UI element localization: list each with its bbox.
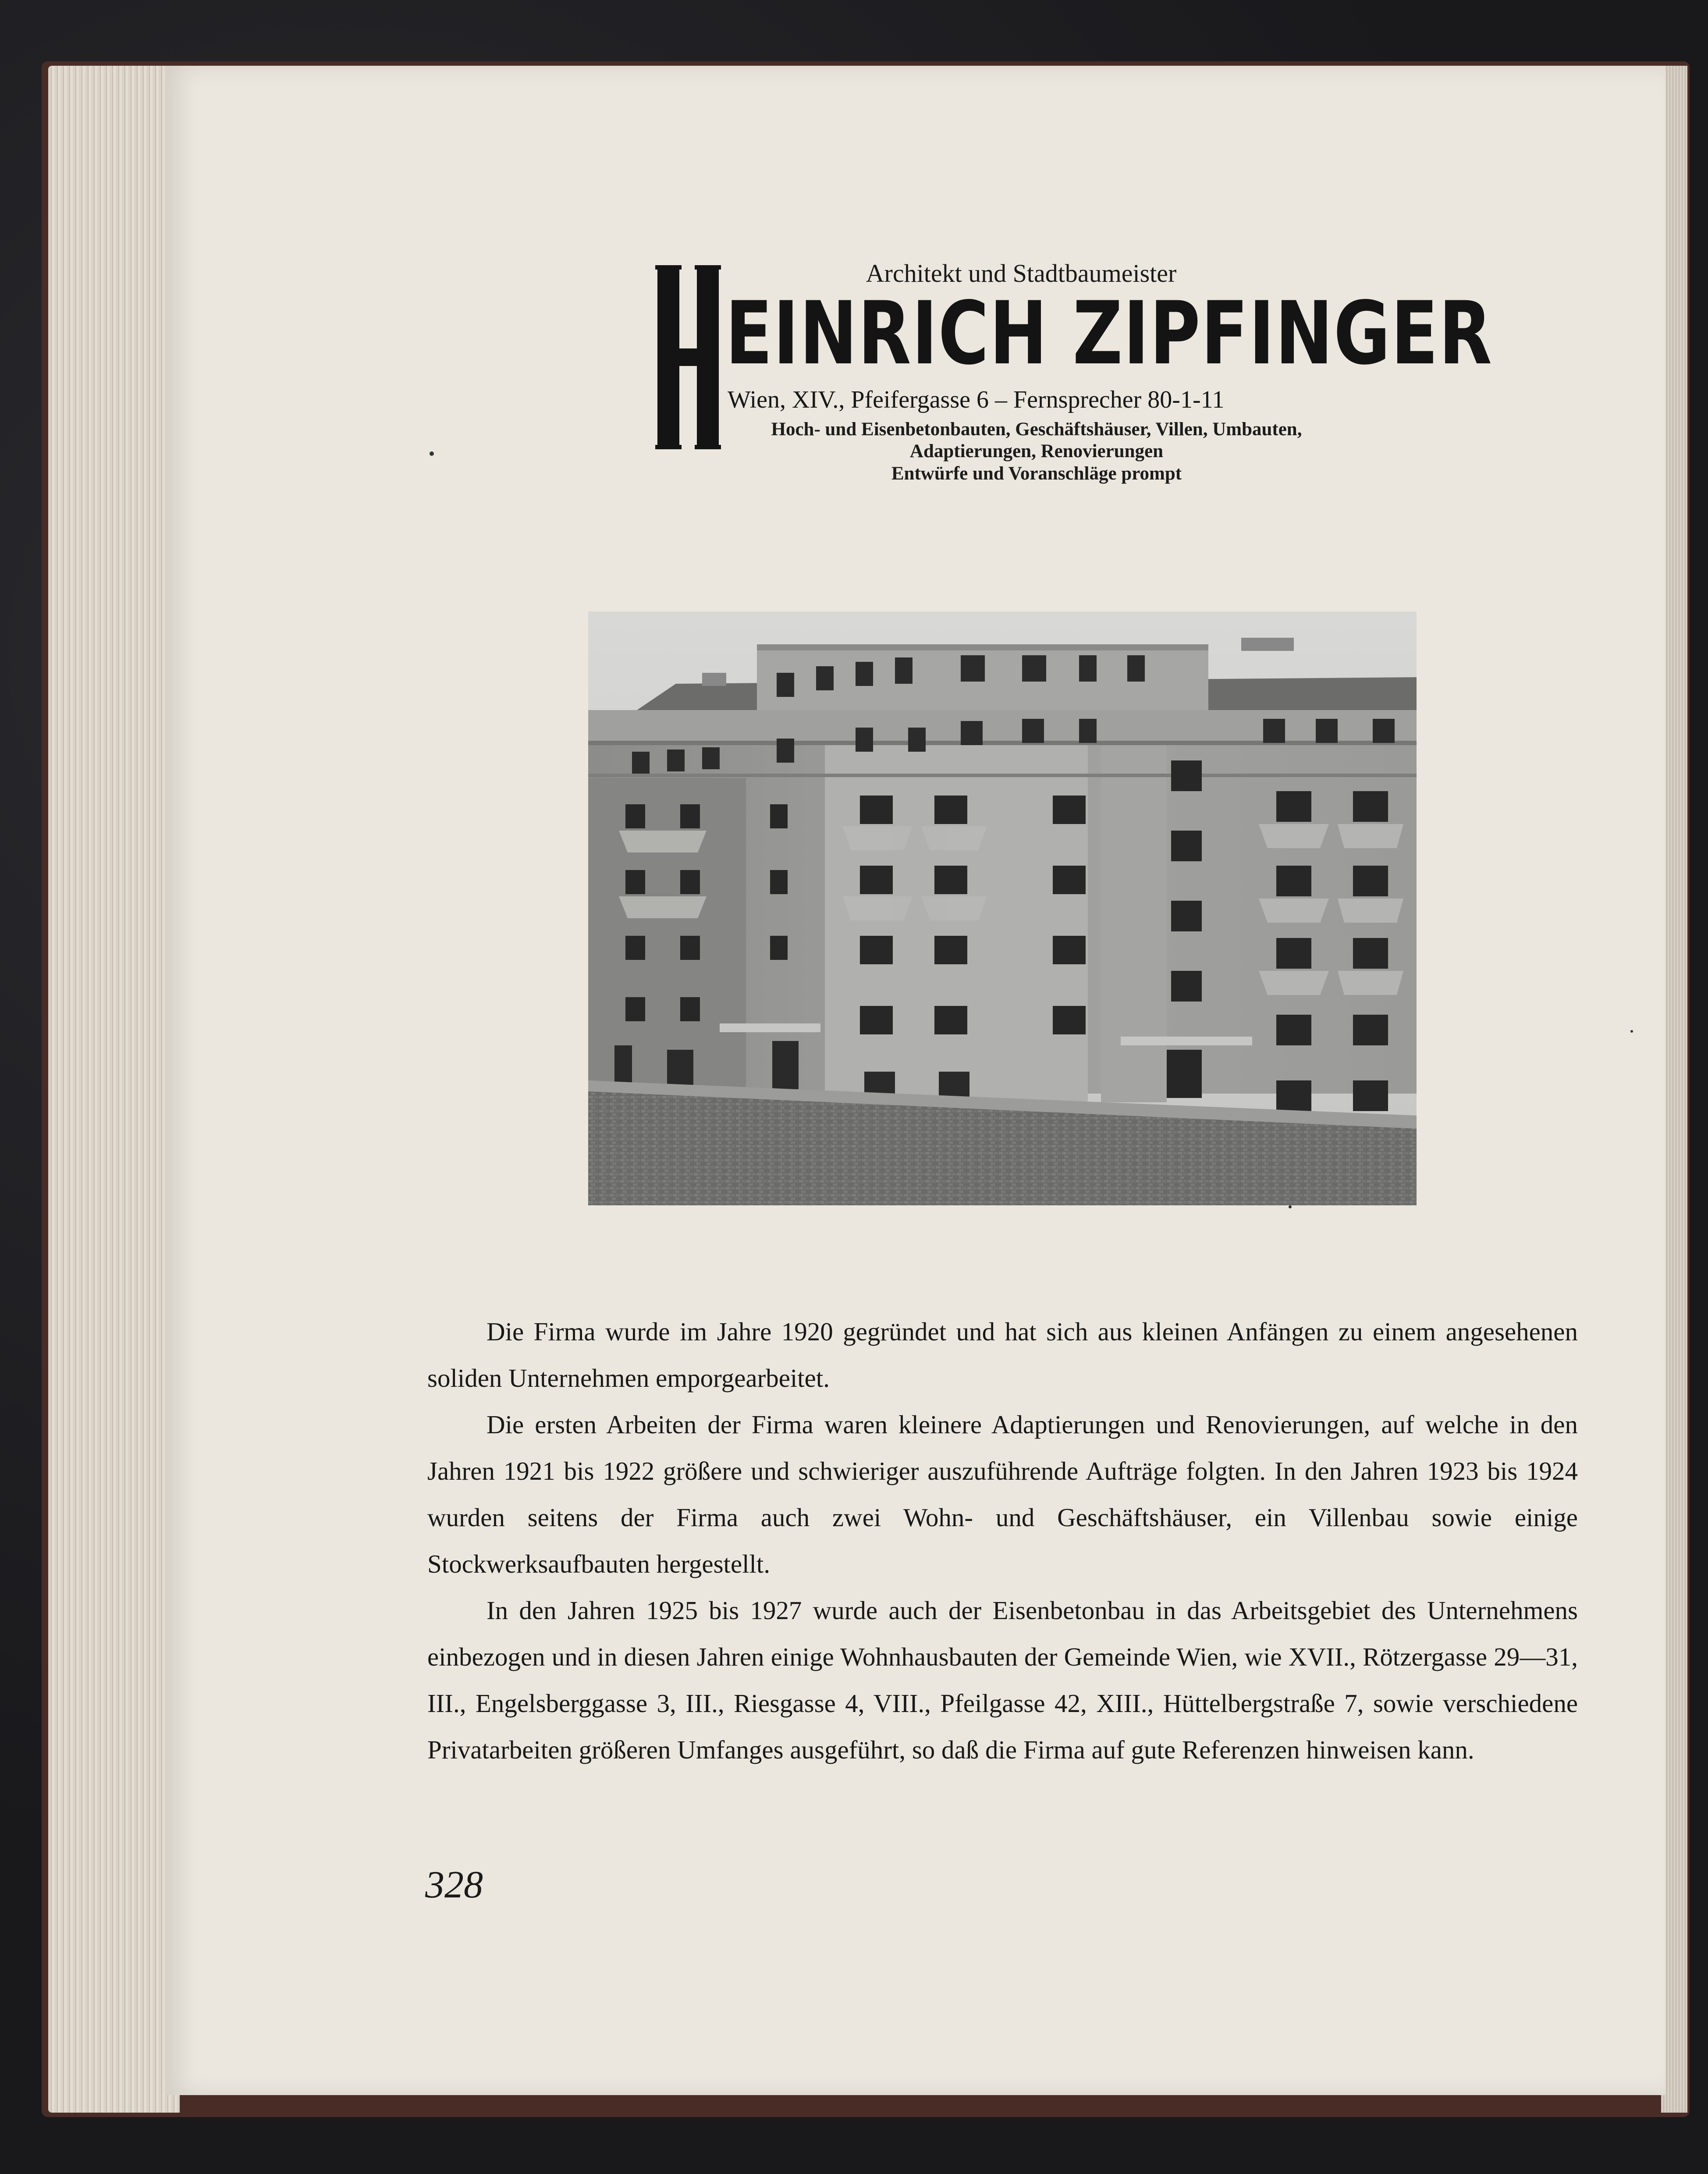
paragraph: Die ersten Arbeiten der Firma waren kleinere Adaptierungen und Renovierungen, auf welche in den Jahren 1921 bis 1922 größere und schwieriger auszuführende Aufträge folgten. In den Jahren 1923 bis 1924 wurden seitens der Firma auch zwei Wohn- und Geschäftshäuser, ein Villenbau sowie einige Stockwerksaufbauten hergestellt. xyxy=(427,1410,1578,1578)
building-illustration xyxy=(588,611,1417,1205)
speck xyxy=(430,451,434,456)
company-history xyxy=(427,1308,1578,1773)
initial-letter-h xyxy=(655,265,721,449)
paragraph: Die Firma wurde im Jahre 1920 gegründet und hat sich aus kleinen Anfängen zu einem angesehenen soliden Unternehmen emporgearbeitet. xyxy=(427,1317,1578,1392)
address-line: Wien, XIV., Pfeifergasse 6 – Fernsprecher 80-1-11 xyxy=(728,386,1225,413)
speck xyxy=(1630,1030,1633,1033)
advertisement-header xyxy=(655,259,1493,487)
page-number: 328 xyxy=(425,1864,483,1906)
firm-name: EINRICH ZIPFINGER xyxy=(725,283,1493,384)
services-line: Adaptierungen, Renovierungen xyxy=(909,441,1164,462)
services-line: Entwürfe und Voranschläge prompt xyxy=(891,463,1182,484)
services-list xyxy=(725,419,1348,485)
speck xyxy=(1289,1205,1292,1208)
services-line: Hoch- und Eisenbetonbauten, Geschäftshäuser, Villen, Umbauten, xyxy=(771,419,1302,440)
profession-subtitle: Architekt und Stadtbaumeister xyxy=(866,259,1177,288)
page-stack-left xyxy=(48,66,180,2113)
building-photo xyxy=(588,611,1417,1205)
paragraph: In den Jahren 1925 bis 1927 wurde auch der Eisenbetonbau in das Arbeitsgebiet des Unternehmens einbezogen und in diesen Jahren einige Wohnhausbauten der Gemeinde Wien, wie XVII., Rötzergasse 29—31, III., Engelsberggasse 3, III., Riesgasse 4, VIII., Pfeilgasse 42, XIII., Hüttelbergstraße 7, sowie verschiedene Privatarbeiten größeren Umfanges ausgeführt, so daß die Firma auf gute Referenzen hinweisen kann. xyxy=(427,1596,1578,1764)
